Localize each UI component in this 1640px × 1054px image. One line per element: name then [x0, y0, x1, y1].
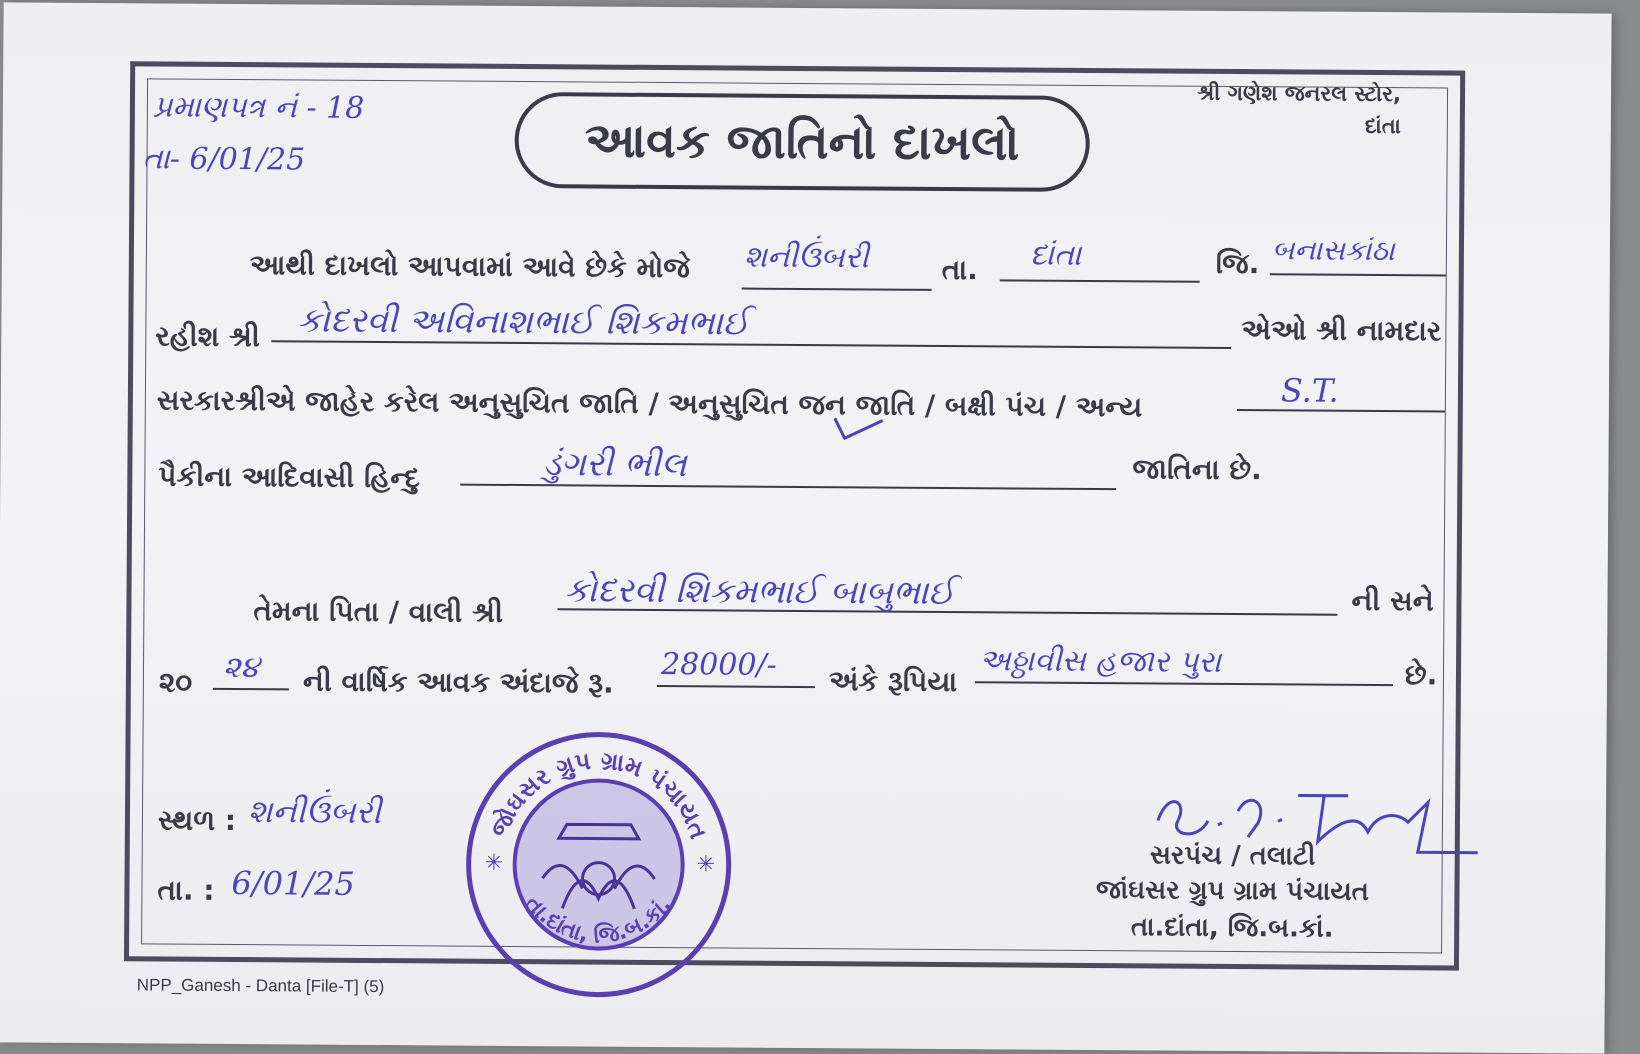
tick-mark: [831, 412, 887, 442]
seal-top-text: જોઘસર ગ્રુપ ગ્રામ પંચાયત: [484, 746, 713, 843]
panchayat-seal: [462, 728, 736, 1002]
caste-tail: જાતિના છે.: [1132, 452, 1262, 487]
file-code: NPP_Ganesh - Danta [File-T] (5): [136, 975, 385, 997]
seal-bottom-text: તા.દાંતા, જિ.બ.કાં.: [520, 891, 677, 949]
year-value: ૨૪: [222, 649, 260, 686]
income-words: અઠ્ઠાવીસ હજાર પુરા: [978, 643, 1222, 680]
seal-star-right: ✳: [696, 852, 716, 878]
seal-star-left: ✳: [484, 850, 504, 876]
date-label: તા. :: [157, 873, 215, 907]
shop-town: દાંતા: [1364, 113, 1401, 139]
words-label: અંકે રૂપિયા: [828, 664, 958, 699]
certificate-number: પ્રમાણપત્ર નં - 18: [152, 89, 365, 126]
certificate-title: આવક જાતિનો દાખલો: [514, 92, 1090, 192]
district-label: જિ.: [1215, 246, 1260, 281]
taluka-value: દાંતા: [1029, 237, 1082, 273]
place-value: શનીઉંબરી: [247, 792, 382, 832]
year-label: ની સને: [1351, 583, 1434, 618]
shop-name: શ્રી ગણેશ જનરલ સ્ટોર,: [1197, 80, 1402, 107]
year-prefix: ૨૦: [158, 665, 193, 699]
they-label: એઓ શ્રી નામદાર: [1241, 313, 1442, 348]
taluka-label: તા.: [941, 252, 978, 287]
certificate-issue-date: તા- 6/01/25: [142, 141, 306, 178]
shop-header: [1197, 77, 1401, 142]
caste-value: ડુંગરી ભીલ: [542, 444, 687, 486]
line1-lead: આથી દાખલો આપવામાં આવે છેકે મોજે: [249, 248, 690, 285]
signatory-role: સરપંચ / તલાટી: [1149, 840, 1316, 872]
place-label: સ્થળ :: [157, 803, 237, 838]
income-label: ની વાર્ષિક આવક અંદાજે રૂ.: [302, 664, 614, 700]
certificate-paper: [0, 2, 1612, 1053]
income-value: 28000/-: [660, 647, 777, 683]
father-label: તેમના પિતા / વાલી શ્રી: [253, 594, 504, 629]
date-value: 6/01/25: [231, 864, 355, 903]
income-tail: છે.: [1404, 658, 1438, 692]
category-value: S.T.: [1280, 371, 1339, 410]
signatory-panchayat: જાંઘસર ગ્રુપ ગ્રામ પંચાયત: [1095, 875, 1370, 907]
resident-label: રહીશ શ્રી: [155, 319, 260, 354]
district-value: બનાસકાંઠા: [1271, 233, 1395, 268]
signatory-block: [1057, 840, 1408, 945]
signatory-place: તા.દાંતા, જિ.બ.કાં.: [1130, 912, 1334, 944]
resident-name: કોદરવી અવિનાશભાઈ શિકમભાઈ: [297, 300, 750, 344]
line4-lead: પૈકીના આદિવાસી હિન્દુ: [158, 459, 421, 495]
category-line: સરકારશ્રીએ જાહેર કરેલ અનુસુચિત જાતિ / અનુસુચિત જન જાતિ / બક્ષી પંચ / અન્ય: [156, 383, 1143, 424]
father-name: કોદરવી શિકમભાઈ બાબુભાઈ: [564, 570, 955, 614]
village-value: શનીઉંબરી: [743, 239, 869, 276]
